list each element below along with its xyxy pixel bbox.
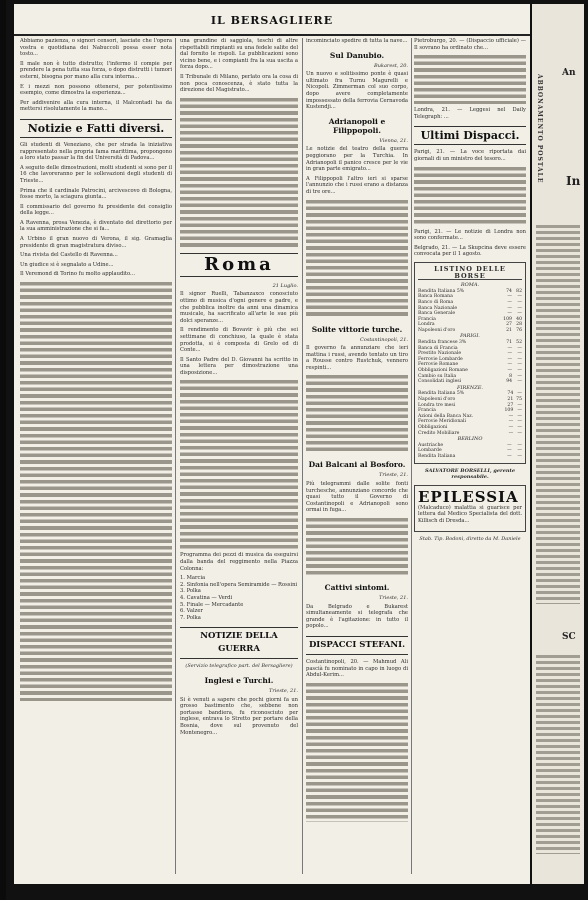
filler-text: [414, 166, 526, 226]
filler-text: [306, 199, 408, 319]
stock-cell-b: —: [517, 442, 522, 448]
article-paragraph: una grandine di saggiola, teschi di altre rispettabili rimpianti su una fedele salite del dal fornito le rispoli. Le pubblicazioni sono vicino bene, e i compianti fra la sua uscita a forza dopo...: [180, 38, 298, 71]
stock-cell-b: —: [517, 419, 522, 425]
dateline: Bukarest, 20.: [374, 62, 408, 69]
stock-cell-name: Azioni della Banca Naz.: [418, 413, 474, 419]
stock-cell-b: —: [517, 368, 522, 374]
stock-cell-name: Prestito Nazionale: [418, 351, 462, 357]
article-paragraph: A Filippopoli l'altro ieri si sparse l'annunzio che i russi erano a distanza di tre ore...: [306, 175, 408, 195]
news-item: A seguito delle dimostrazioni, molti studenti si sono per il 16 che lavoreranno per le sollevazioni degli studenti di Trieste...: [20, 164, 172, 184]
stock-cell-b: —: [517, 413, 522, 419]
news-item: Gli studenti di Veneziano, che per strada la iniziativa rappresentato nella propria fama marittima, propongono a loro stato passar la fin del Università di Padova...: [20, 141, 172, 162]
stock-cell-b: 82: [516, 288, 522, 294]
news-item: Un giudice si è segnalato a Udine...: [20, 261, 114, 268]
strip-vertical-text: ABBONAMENTO POSTALE: [536, 74, 543, 184]
newspaper-page: [14, 4, 530, 884]
roma-heading: Roma: [180, 253, 298, 277]
stock-cell-a: —: [507, 294, 512, 300]
stock-cell-b: 28: [516, 322, 522, 328]
dateline: Trieste, 21.: [269, 688, 298, 694]
strip-text: [536, 224, 580, 604]
article-heading: Cattivi sintomi.: [324, 583, 390, 593]
article-paragraph: Belgrado, 21. — La Skupcina deve essere convocata per il 1 agosto.: [414, 244, 526, 258]
filler-text: [306, 682, 408, 822]
stock-cell-name: Ferrovie Meridionali: [418, 419, 466, 425]
stock-cell-name: Lombarde: [418, 448, 442, 454]
column-rule: [411, 38, 412, 874]
stock-cell-name: Napoleoni d'oro: [418, 397, 456, 402]
stock-cell-b: —: [517, 430, 522, 436]
filler-text: [306, 374, 408, 454]
stock-cell-b: —: [517, 294, 522, 300]
stock-table-firenze: [418, 391, 522, 436]
stock-cell-name: Rendita Italiana 5%: [418, 391, 465, 397]
stock-cell-a: —: [508, 424, 514, 430]
stock-cell-b: —: [517, 448, 522, 454]
filler-text: [180, 379, 298, 549]
section-heading: Notizie e Fatti diversi.: [20, 119, 172, 138]
article-paragraph: Il male non è tutto distrutto; l'infermo il compie per prendere la pena tutta sua forza, o dopo distrutti i tumori esterni, bisogna por mano alla cura interna...: [20, 60, 172, 80]
stock-cell-a: 21: [507, 397, 514, 402]
stock-cell-b: —: [517, 453, 522, 459]
stock-cell-name: Banca Romana: [418, 294, 453, 300]
stock-cell-a: —: [507, 299, 512, 305]
stock-listing: [414, 262, 526, 464]
article-paragraph: Londra, 21. — Leggesi nel Daily Telegraph: ...: [414, 107, 526, 120]
war-news-heading: NOTIZIE DELLA GUERRA: [180, 627, 298, 659]
news-item: Il Veremond di Torino fu molto applaudito...: [20, 271, 135, 278]
stock-row: [418, 454, 522, 460]
war-news-subtitle: (Servizio telegrafico part. del Bersagliere): [185, 663, 293, 670]
stock-listing-title: LISTINO DELLE BORSE: [418, 266, 522, 280]
stock-cell-b: —: [517, 311, 522, 317]
stock-cell-a: 71: [506, 340, 513, 346]
stock-cell-name: Austriache: [418, 442, 444, 448]
column-rule: [302, 38, 303, 874]
masthead-bar: [14, 10, 530, 36]
program-list: [180, 575, 298, 621]
stock-cell-a: —: [507, 305, 512, 311]
article-paragraph: Costantinopoli, 20. — Mahmud Ali pascià fu nominato in capo in luogo di Abdul-Kerim...: [306, 659, 408, 679]
dateline: Vienna, 21.: [379, 137, 408, 144]
article-paragraph: Il governo fa annunziare che ieri mattina i russi, avendo tentato un tiro a Rousse contro Rustchuk, vennero respinti...: [306, 345, 408, 371]
news-item: A Urbino il gran nuovo di Verona, il sig. Gramaglia presidente di gran magistratura diviso...: [20, 236, 172, 249]
stock-cell-b: —: [517, 402, 522, 408]
article-paragraph: Parigi, 21. — Le notizie di Londra non sono confermate...: [414, 228, 526, 242]
stock-cell-name: Banco di Roma: [418, 299, 454, 305]
ad-title: EPILESSIA: [418, 487, 519, 506]
stock-table-berlino: [418, 443, 522, 460]
stock-table-roma: [418, 289, 522, 334]
article-heading: Sul Danubio.: [329, 50, 385, 60]
stock-cell-name: Rendita Italiana 5%: [418, 288, 465, 294]
advertisement: [414, 485, 526, 532]
stock-cell-a: 8: [509, 373, 513, 379]
stock-cell-a: 109: [504, 408, 514, 414]
news-item: Prima che il cardinale Patrocini, arcivescovo di Bologna, fosse morto, la sciagura giunta...: [20, 187, 172, 201]
article-heading: Solite vittorie turche.: [311, 324, 403, 334]
dispatches-heading: DISPACCI STEFANI.: [306, 636, 408, 655]
program-item: 3. Polka: [180, 588, 201, 595]
article-paragraph: Il signor Ruelli, Tabanzaxco conosciuto ottimo di musica d'ogni genere e padre, e che pubblica inoltre da anni una dinamica musicale, ha sacrificato all'arte le sue più dolci speranze...: [180, 291, 298, 324]
stock-cell-a: 74: [507, 391, 514, 397]
market-label: PARIGI.: [460, 333, 480, 340]
stock-cell-name: Napoleoni d'oro: [418, 327, 456, 333]
article-paragraph: Da Belgrado e Bukarest simultaneamente si telegrafa che grande è l'agitazione: in tutto il popolo...: [306, 603, 408, 630]
masthead-title: IL BERSAGLIERE: [210, 14, 334, 27]
program-item: 1. Marcia: [180, 575, 206, 582]
stock-cell-b: —: [517, 391, 522, 397]
filler-text: [180, 97, 298, 247]
article-paragraph: Parigi, 21. — La voce riportata dai giornali di un ministro del tesoro...: [414, 149, 526, 162]
stock-cell-a: —: [507, 362, 513, 368]
stock-cell-a: —: [508, 413, 514, 419]
market-label: ROMA.: [460, 282, 480, 289]
dateline: 21 Luglio.: [272, 282, 298, 289]
stock-cell-a: 94: [506, 379, 513, 385]
stock-cell-b: —: [517, 299, 522, 305]
stock-cell-a: 74: [506, 288, 512, 294]
article-paragraph: Si è venuti a sapere che pochi giorni fa un grosso bastimento che, sebbene non portasse bandiera, fu riconosciuto per inglese, entrava lo Stretto per portare della Bosnia, dove sul provenuto del Montenegro...: [180, 696, 298, 736]
stock-cell-name: Rendita Italiana: [418, 453, 456, 459]
column-rule: [175, 38, 176, 874]
stock-cell-b: —: [517, 379, 522, 385]
column-4: [414, 38, 526, 874]
article-paragraph: Pietroburgo, 20. — (Dispaccio ufficiale) — Il sovrano ha ordinato che...: [414, 38, 526, 51]
market-label: FIRENZE.: [457, 384, 483, 391]
news-item: A Ravenna, prosa Venezia, è diventato del direttorio per la sua amministrazione che si fa...: [20, 219, 172, 233]
stock-cell-name: Banca di Francia: [418, 345, 458, 351]
stock-cell-b: —: [517, 356, 522, 362]
stock-cell-a: —: [507, 345, 513, 351]
article-paragraph: Il Santo Padre del D. Giovanni ha scritto in una lettera per dimostrazione una disposizione...: [180, 356, 298, 376]
stock-cell-b: 75: [516, 397, 522, 402]
article-heading: Dai Balcani al Bosforo.: [308, 460, 406, 470]
dateline: Trieste, 21.: [379, 595, 408, 602]
news-item: Il commissario del governo fu presidente dei consiglio della legge...: [20, 203, 172, 217]
article-paragraph: Abbiamo pazienza, o signori censori, lasciate che l'opera vostra e quotidiana dei Nabuccoli possa esser nota tosto...: [20, 38, 172, 58]
article-paragraph: E i mezzi non possono ottenersi, per potentissimo esempio, come dimostra la esperienza...: [20, 83, 172, 97]
stock-cell-name: Ferrovie Lombarde: [418, 356, 463, 362]
stock-cell-a: —: [508, 430, 514, 436]
stock-cell-name: Cambio su Italia: [418, 373, 457, 379]
article-paragraph: Per addivenire alla cura interna, il Malcontadi ha da mettersi risolutamente la mano...: [20, 99, 172, 113]
stock-cell-a: —: [507, 351, 513, 357]
stock-cell-a: —: [507, 368, 513, 374]
stock-cell-b: —: [517, 345, 522, 351]
stock-cell-name: Londra tre mesi: [418, 402, 456, 408]
program-item: 6. Valzer: [180, 608, 203, 615]
program-item: 7. Polka: [180, 614, 201, 621]
stock-cell-name: Banca Generale: [418, 311, 456, 317]
stock-cell-name: Londra: [418, 322, 435, 328]
stock-cell-a: 109: [503, 316, 512, 322]
stock-cell-a: —: [507, 448, 512, 454]
stock-cell-a: —: [507, 442, 512, 448]
article-paragraph: Un nuovo e solitissimo ponte è quasi ultimato fra Turnu Magurelli e Nicopoli. Zimmerman col suo corpo, dopo avere completamente impossessato della ferrovia Cernavoda Kustendji...: [306, 71, 408, 111]
stock-cell-name: Ferrovie Romane: [418, 362, 459, 368]
stock-table-parigi: [418, 340, 522, 385]
printer-footer: Stab. Tip. Bodoni, diretto da M. Daniele: [419, 535, 521, 542]
ad-text: (Malcaduco) malattia si guarisce per lettera dal Medico Specialista del dott. Killisch di Dresda...: [418, 504, 522, 524]
strip-text: [536, 654, 580, 854]
stock-cell-a: —: [507, 356, 513, 362]
stock-cell-b: 40: [516, 316, 522, 322]
stock-cell-a: 21: [506, 327, 512, 333]
filler-text: [306, 517, 408, 577]
stock-cell-name: Consolidati inglesi: [418, 379, 462, 385]
column-3: [306, 38, 408, 874]
article-paragraph: Il rendimento di Bovavir è più che sei settimane di conchiuso, la quale è stata prodotta, si è composta di Grelo ed di Conte...: [180, 327, 298, 354]
column-2: [180, 38, 298, 874]
stock-cell-b: —: [517, 362, 522, 368]
program-item: 4. Cavatina — Verdi: [180, 595, 233, 602]
stock-cell-a: 27: [506, 322, 512, 328]
stock-cell-name: Rendita francese 3%: [418, 340, 467, 346]
stock-cell-name: Banca Nazionale: [418, 305, 458, 311]
program-item: 2. Sinfonia nell'opera Semiramide — Rossini: [180, 581, 298, 588]
stock-cell-b: 76: [516, 327, 522, 333]
stock-cell-name: Credito Mobiliare: [418, 430, 460, 436]
stock-cell-name: Obbligazioni Romane: [418, 368, 468, 374]
program-intro: Programma dei pezzi di musica da eseguirsi dalla banda del reggimento nella Piazza Colonna:: [180, 552, 298, 572]
article-heading: Adrianopoli e Filippopoli.: [328, 116, 386, 135]
stock-cell-name: Francia: [418, 316, 436, 322]
stock-cell-b: —: [517, 305, 522, 311]
stock-cell-b: —: [517, 373, 522, 379]
dateline: Trieste, 21.: [379, 472, 408, 479]
stock-cell-a: —: [507, 453, 512, 459]
article-heading: Inglesi e Turchi.: [204, 676, 274, 685]
article-paragraph: Più telegrammi dalle solite fonti turchesche, annunziano concorde che quasi tutto il Governo di Costantinopoli e Adrianopoli sono ormai in fuga...: [306, 481, 408, 514]
column-1: [20, 38, 172, 874]
stock-cell-a: —: [507, 311, 512, 317]
adjacent-page-strip: [532, 4, 584, 884]
stock-cell-b: —: [517, 424, 522, 430]
article-paragraph: Il Tribunale di Milano, perlato ora la cosa di non poca conoscenza, è stato tutta la direzione del Magistrato...: [180, 73, 298, 94]
article-paragraph: incominciato spedire di tutta la nave...: [306, 38, 408, 44]
strip-heading: In: [566, 174, 581, 188]
last-dispatches-heading: Ultimi Dispacci.: [414, 126, 526, 145]
program-item: 5. Finale — Mercadante: [180, 601, 244, 608]
strip-title: An: [562, 68, 576, 78]
filler-text: [414, 54, 526, 104]
market-label: BERLINO: [457, 436, 483, 443]
dateline: Costantinopoli, 21.: [360, 336, 408, 343]
stock-cell-b: —: [517, 351, 522, 357]
article-paragraph: Le notizie del teatro della guerra peggiorano per la Turchia. In Adrianopoli il panico cresce per le vie in gran parte emigrato...: [306, 146, 408, 173]
stock-cell-b: —: [517, 408, 522, 414]
gerente-line: SALVATORE BORSELLI, gerente responsabile.: [424, 467, 515, 481]
stock-cell-a: 27: [507, 402, 514, 408]
stock-cell-name: Obbligazioni: [418, 424, 448, 430]
strip-heading: SC: [562, 632, 576, 642]
filler-text: [20, 281, 172, 701]
stock-cell-b: 52: [516, 340, 522, 346]
stock-cell-a: —: [508, 419, 514, 425]
stock-cell-name: Francia: [418, 408, 436, 414]
news-item: Una rivista del Castello di Ravenna...: [20, 252, 118, 259]
